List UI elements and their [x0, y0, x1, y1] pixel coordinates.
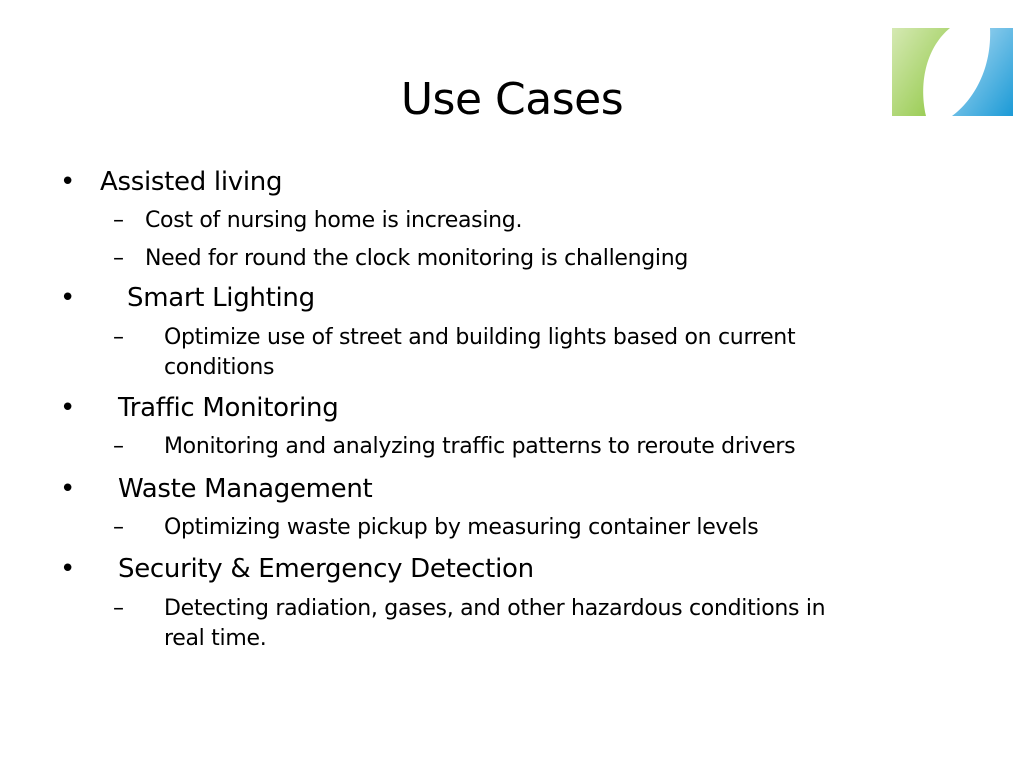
sub-item-continuation [164, 353, 274, 383]
list-item-label: Waste Management [118, 474, 373, 504]
bullet-icon: • [60, 554, 76, 584]
list-item-label: Smart Lighting [127, 283, 315, 313]
dash-icon: – [113, 596, 124, 621]
list-item-label: Security & Emergency Detection [118, 554, 534, 584]
sub-item-text: real time. [164, 626, 267, 651]
dash-icon: – [113, 208, 124, 233]
sub-item-text: Cost of nursing home is increasing. [145, 208, 523, 233]
sub-item-continuation [164, 624, 266, 654]
bullet-icon: • [60, 167, 76, 197]
dash-icon: – [113, 434, 124, 459]
sub-item-text: Monitoring and analyzing traffic patterns to reroute drivers [164, 434, 796, 459]
dash-icon: – [113, 246, 124, 271]
list-item-label: Assisted living [100, 167, 283, 197]
dash-icon: – [113, 325, 124, 350]
bullet-icon: • [60, 393, 76, 423]
sub-item-text: Optimize use of street and building lights based on current [164, 325, 796, 350]
sub-item-text: conditions [164, 355, 275, 380]
list-item-label: Traffic Monitoring [118, 393, 339, 423]
bullet-icon: • [60, 283, 76, 313]
sub-item-text: Need for round the clock monitoring is challenging [145, 246, 689, 271]
page-title: Use Cases [400, 74, 624, 125]
sub-item-text: Detecting radiation, gases, and other hazardous conditions in [164, 596, 826, 621]
dash-icon: – [113, 515, 124, 540]
bullet-icon: • [60, 474, 76, 504]
sub-item-text: Optimizing waste pickup by measuring container levels [164, 515, 759, 540]
